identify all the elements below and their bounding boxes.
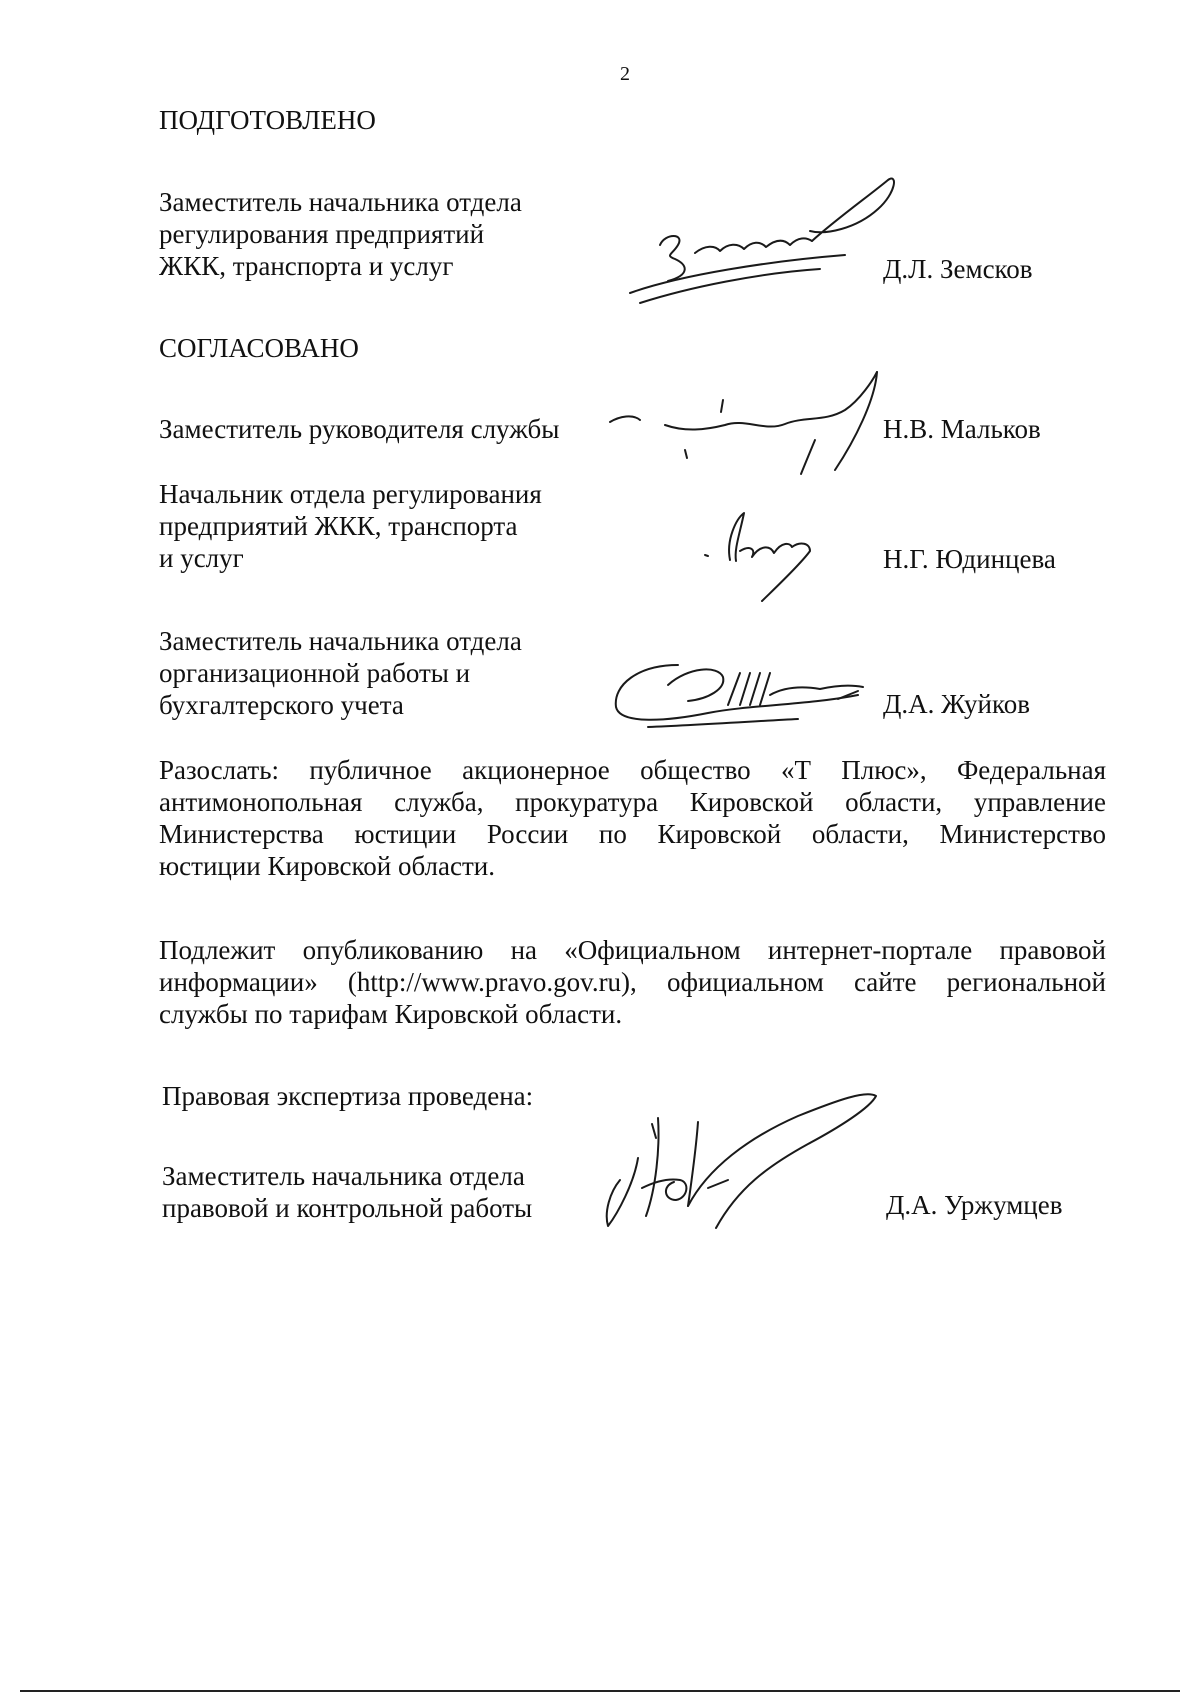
- paragraph-line: Министерства юстиции России по Кировской области, Министерство: [159, 819, 1106, 849]
- distribution-paragraph: [159, 754, 1106, 882]
- position-line: Начальник отдела регулирования: [159, 479, 542, 509]
- paragraph-line: Разослать: публичное акционерное общество «Т Плюс», Федеральная: [159, 755, 1106, 785]
- agreed-heading: СОГЛАСОВАНО: [159, 333, 359, 363]
- position-line: Заместитель начальника отдела: [159, 187, 522, 217]
- signer-zhuykov-position: [159, 625, 522, 721]
- signature-urzhumtsev: [598, 1088, 883, 1233]
- signature-zemskov: [620, 175, 910, 310]
- position-line: Заместитель начальника отдела: [162, 1161, 525, 1191]
- position-line: регулирования предприятий: [159, 219, 485, 249]
- bottom-rule: [20, 1690, 1180, 1692]
- paragraph-line: службы по тарифам Кировской области.: [159, 999, 623, 1029]
- position-line: ЖКК, транспорта и услуг: [159, 251, 454, 281]
- signature-yudintseva: [700, 505, 830, 605]
- prepared-position: [159, 186, 522, 282]
- signer-malkov-position: [159, 413, 559, 445]
- paragraph-line: информации» (http://www.pravo.gov.ru), официальном сайте региональной: [159, 967, 1106, 997]
- signer-yudintseva-name: Н.Г. Юдинцева: [883, 544, 1056, 574]
- position-line: бухгалтерского учета: [159, 690, 404, 720]
- paragraph-line: Подлежит опубликованию на «Официальном интернет-портале правовой: [159, 935, 1106, 965]
- legal-review-name: Д.А. Уржумцев: [886, 1190, 1063, 1220]
- publication-paragraph: [159, 934, 1106, 1030]
- paragraph-line: антимонопольная служба, прокуратура Кировской области, управление: [159, 787, 1106, 817]
- signature-malkov: [605, 370, 885, 490]
- legal-review-position: [162, 1160, 532, 1224]
- position-line: Заместитель руководителя службы: [159, 414, 560, 444]
- position-line: предприятий ЖКК, транспорта: [159, 511, 518, 541]
- position-line: организационной работы и: [159, 658, 471, 688]
- prepared-name: Д.Л. Земсков: [883, 254, 1033, 284]
- signer-yudintseva-position: [159, 478, 542, 574]
- signer-zhuykov-name: Д.А. Жуйков: [883, 689, 1030, 719]
- position-line: Заместитель начальника отдела: [159, 626, 522, 656]
- page-number: 2: [620, 63, 630, 85]
- paragraph-line: юстиции Кировской области.: [159, 851, 495, 881]
- position-line: и услуг: [159, 543, 244, 573]
- signature-zhuykov: [608, 655, 873, 735]
- position-line: правовой и контрольной работы: [162, 1193, 533, 1223]
- legal-review-heading: Правовая экспертиза проведена:: [162, 1081, 534, 1111]
- signer-malkov-name: Н.В. Мальков: [883, 414, 1041, 444]
- prepared-heading: ПОДГОТОВЛЕНО: [159, 105, 376, 135]
